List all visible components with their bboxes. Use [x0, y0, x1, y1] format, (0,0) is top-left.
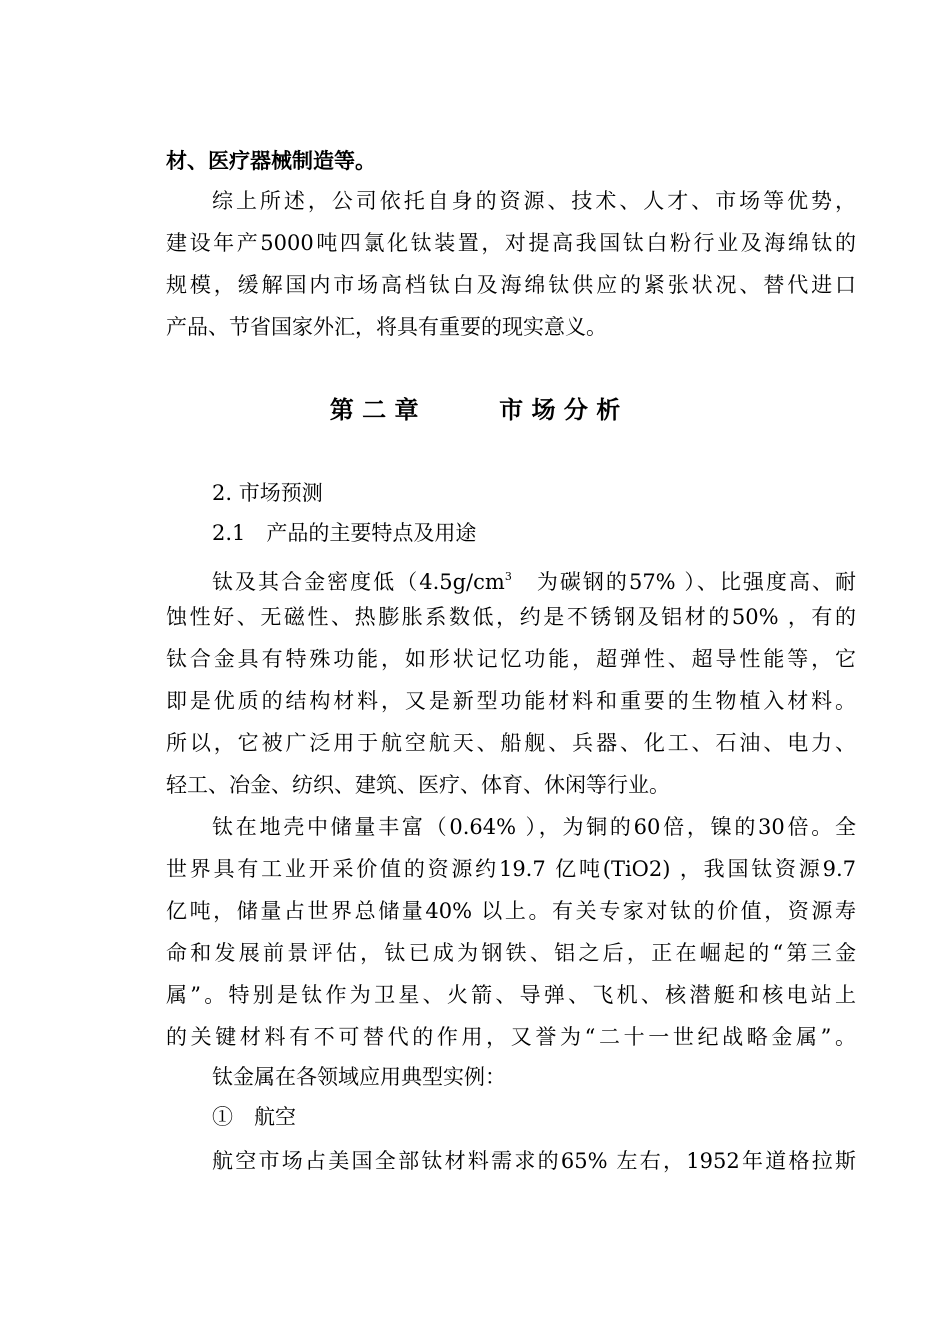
para2-line-1: 钛在地壳中储量丰富（0.64% ），为铜的60倍，镍的30倍。全	[212, 815, 856, 839]
intro-para-line-3: 规模，缓解国内市场高档钛白及海绵钛供应的紧张状况、替代进口	[166, 273, 856, 297]
para2-line-6: 的关键材料有不可替代的作用，又誉为“二十一世纪战略金属”。	[166, 1025, 856, 1049]
chapter-title: 市 场 分 析	[499, 396, 621, 424]
para1-line-5: 所以，它被广泛用于航空航天、船舰、兵器、化工、石油、电力、	[166, 731, 856, 755]
para1-superscript: 3	[504, 570, 512, 583]
intro-para-line-4: 产品、节省国家外汇，将具有重要的现实意义。	[166, 315, 607, 339]
para2-line-2: 世界具有工业开采价值的资源约19.7 亿吨(TiO2) ，我国钛资源9.7	[166, 857, 856, 881]
para1-first-pre: 钛及其合金密度低（4.5g/cm	[212, 570, 505, 594]
para3-intro: 钛金属在各领域应用典型实例：	[212, 1065, 506, 1089]
para2-line-5: 属”。特别是钛作为卫星、火箭、导弹、飞机、核潜艇和核电站上	[166, 983, 856, 1007]
para1-line-2: 蚀性好、无磁性、热膨胀系数低，约是不锈钢及铝材的50% ，有的	[166, 605, 856, 629]
section-sub-heading: 2.1 产品的主要特点及用途	[212, 521, 477, 545]
para2-line-3: 亿吨，储量占世界总储量40% 以上。有关专家对钛的价值，资源寿	[166, 899, 856, 923]
section-heading: 2. 市场预测	[212, 481, 323, 505]
chapter-number: 第 二 章	[329, 396, 419, 424]
intro-para-line-2: 建设年产5000吨四氯化钛装置，对提高我国钛白粉行业及海绵钛的	[166, 231, 856, 255]
para2-line-4: 命和发展前景评估，钛已成为钢铁、铝之后，正在崛起的“第三金	[166, 941, 856, 965]
intro-line-1: 材、医疗器械制造等。	[166, 149, 376, 173]
para1-line-4: 即是优质的结构材料，又是新型功能材料和重要的生物植入材料。	[166, 689, 856, 713]
para1-line-3: 钛合金具有特殊功能，如形状记忆功能，超弹性、超导性能等，它	[166, 647, 856, 671]
para1-first-post: 为碳钢的57% ）、比强度高、耐	[511, 570, 856, 594]
chapter-heading	[0, 394, 950, 426]
intro-para-line-1: 综上所述，公司依托自身的资源、技术、人才、市场等优势，	[212, 189, 856, 213]
para1-line-6: 轻工、冶金、纺织、建筑、医疗、体育、休闲等行业。	[166, 773, 670, 797]
para3-item-aviation: ① 航空	[212, 1105, 296, 1129]
para1-line-1	[212, 564, 856, 595]
para3-line-last: 航空市场占美国全部钛材料需求的65% 左右，1952年道格拉斯	[212, 1149, 856, 1173]
